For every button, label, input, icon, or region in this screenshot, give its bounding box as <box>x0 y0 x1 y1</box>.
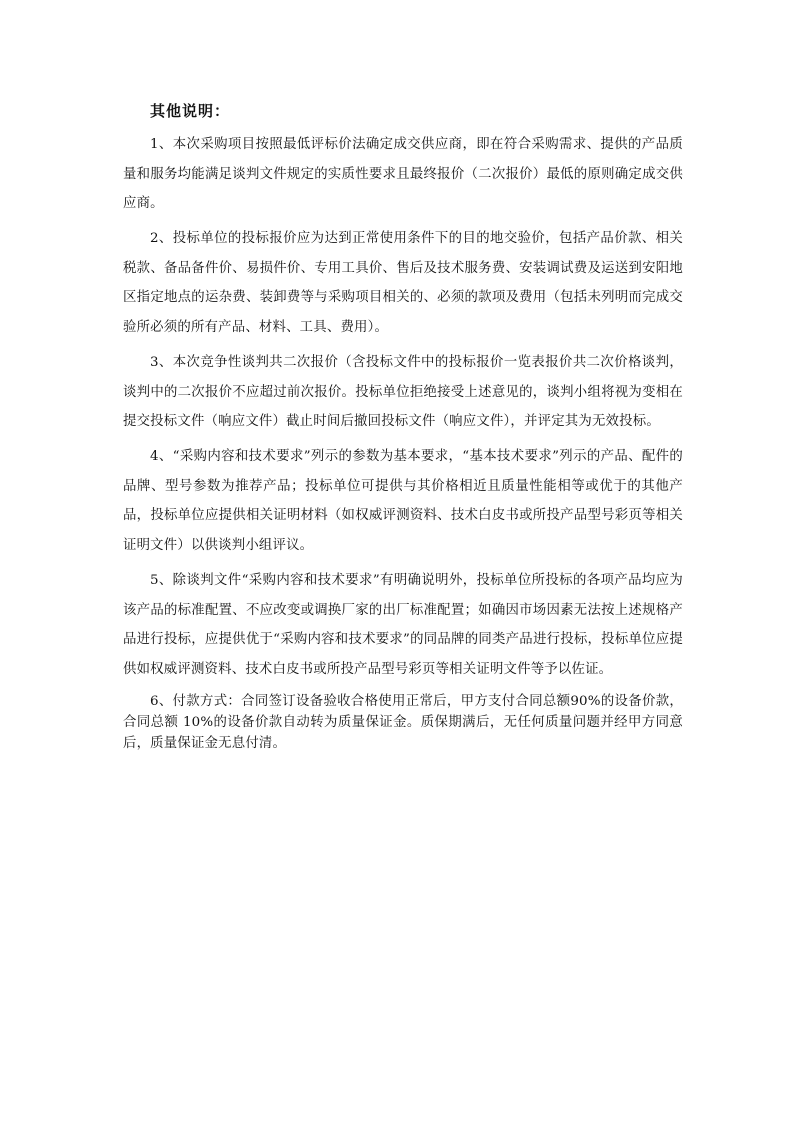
paragraph-5: 5、除谈判文件“采购内容和技术要求”有明确说明外，投标单位所投标的各项产品均应为该产品的标准配置、不应改变或调换厂家的出厂标准配置；如确因市场因素无法按上述规格产品进行投标，应提供优于“采购内容和技术要求”的同品牌的同类产品进行投标，投标单位应提供如权威评测资料、技术白皮书或所投产品型号彩页等相关证明文件等予以佐证。 <box>123 573 683 677</box>
section-heading: 其他说明： <box>150 102 231 120</box>
paragraph-2: 2、投标单位的投标报价应为达到正常使用条件下的目的地交验价，包括产品价款、相关税款、备品备件价、易损件价、专用工具价、售后及技术服务费、安装调试费及运送到安阳地区指定地点的运杂费、装卸费等与采购项目相关的、必须的款项及费用（包括未列明而完成交验所必须的所有产品、材料、工具、费用）。 <box>123 231 683 335</box>
paragraph-3: 3、本次竞争性谈判共二次报价（含投标文件中的投标报价一览表报价共二次价格谈判，谈判中的二次报价不应超过前次报价。投标单位拒绝接受上述意见的，谈判小组将视为变相在提交投标文件（响应文件）截止时间后撤回投标文件（响应文件），并评定其为无效投标。 <box>123 355 683 429</box>
paragraph-6: 6、付款方式：合同签订设备验收合格使用正常后，甲方支付合同总额90%的设备价款，合同总额 10%的设备价款自动转为质量保证金。质保期满后，无任何质量问题并经甲方同意后，质量保证金无息付清。 <box>123 694 683 751</box>
paragraph-4: 4、“采购内容和技术要求”列示的参数为基本要求，“基本技术要求”列示的产品、配件的品牌、型号参数为推荐产品；投标单位可提供与其价格相近且质量性能相等或优于的其他产品，投标单位应提供相关证明材料（如权威评测资料、技术白皮书或所投产品型号彩页等相关证明文件）以供谈判小组评议。 <box>123 449 683 553</box>
paragraph-1: 1、本次采购项目按照最低评标价法确定成交供应商，即在符合采购需求、提供的产品质量和服务均能满足谈判文件规定的实质性要求且最终报价（二次报价）最低的原则确定成交供应商。 <box>123 137 683 211</box>
